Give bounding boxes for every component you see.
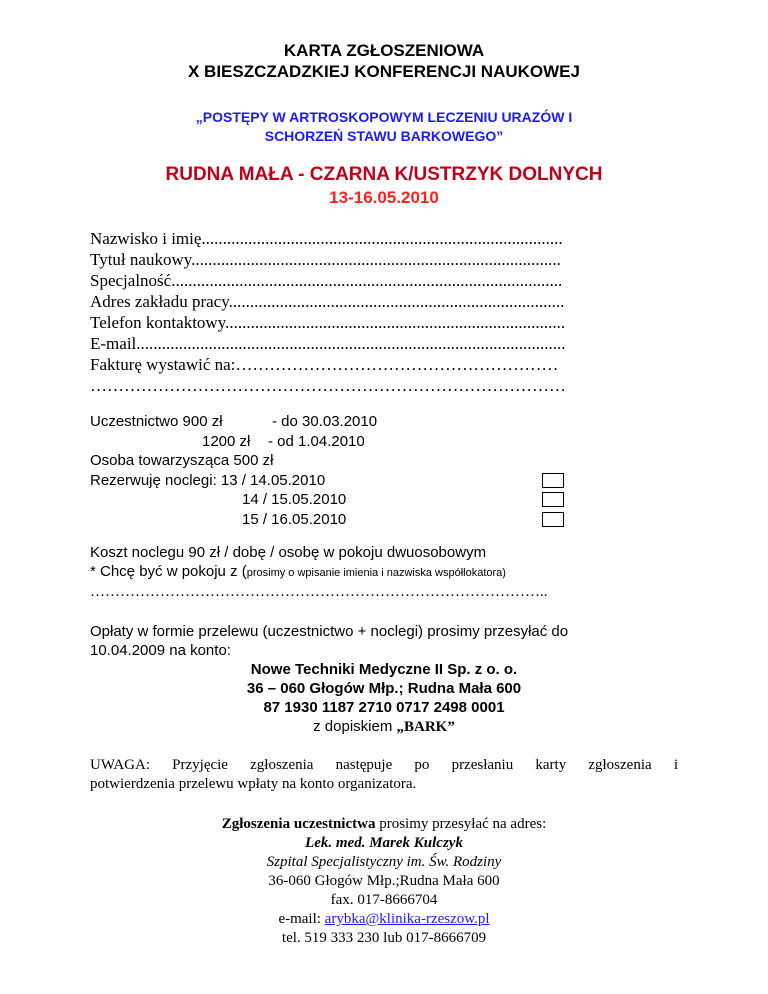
contact-email-row xyxy=(0,910,768,929)
participation-deadline-1: - do 30.03.2010 xyxy=(272,413,378,430)
contact-intro xyxy=(0,815,768,834)
nights-label: Rezerwuję noclegi: 13 / 14.05.2010 xyxy=(90,471,326,489)
contact-section xyxy=(0,815,768,948)
night-3-label: 15 / 16.05.2010 xyxy=(242,510,347,528)
field-title[interactable]: Tytuł naukowy....................................................................................... xyxy=(90,250,561,269)
topic-line-1: „POSTĘPY W ARTROSKOPOWYM LECZENIU URAZÓW I xyxy=(195,109,573,125)
field-workplace-address[interactable]: Adres zakładu pracy............................................................................... xyxy=(90,292,565,311)
contact-hospital: Szpital Specjalistyczny im. Św. Rodziny xyxy=(266,854,502,870)
conference-location: RUDNA MAŁA - CZARNA K/USTRZYK DOLNYCH xyxy=(165,164,603,185)
nights-row-1 xyxy=(90,471,325,491)
participation-label: Uczestnictwo 900 zł xyxy=(90,413,223,430)
night-2-checkbox[interactable] xyxy=(542,492,564,507)
notice-line-1: UWAGA: Przyjęcie zgłoszenia następuje po przesłaniu karty zgłoszenia i xyxy=(90,757,678,773)
contact-intro-bold: Zgłoszenia uczestnictwa xyxy=(221,816,376,832)
notice-section xyxy=(90,756,678,794)
conference-dates: 13-16.05.2010 xyxy=(329,188,439,207)
company-address: 36 – 060 Głogów Młp.; Rudna Mała 600 xyxy=(246,680,522,697)
contact-tel: tel. 519 333 230 lub 017-8666709 xyxy=(281,930,487,946)
contact-name: Lek. med. Marek Kulczyk xyxy=(305,835,463,851)
transfer-note xyxy=(0,717,768,737)
field-invoice-continued[interactable]: ………………………………………………………………………… xyxy=(90,376,566,395)
conference-topic xyxy=(0,108,768,146)
contact-intro-rest: prosimy przesyłać na adres: xyxy=(375,816,547,832)
title-line-1: KARTA ZGŁOSZENIOWA xyxy=(283,41,485,60)
form-title xyxy=(0,40,768,82)
payment-line-1: Opłaty w formie przelewu (uczestnictwo + noclegi) prosimy przesyłać do xyxy=(90,623,569,640)
field-email[interactable]: E-mail..................................................................................................... xyxy=(90,334,566,353)
contact-fax: fax. 017-8666704 xyxy=(330,892,438,908)
bank-account: 87 1930 1187 2710 0717 2498 0001 xyxy=(263,699,505,716)
field-invoice[interactable]: Fakturę wystawić na:………………………………………………… xyxy=(90,355,559,374)
field-name[interactable]: Nazwisko i imię..................................................................................... xyxy=(90,229,563,248)
field-phone[interactable]: Telefon kontaktowy................................................................................ xyxy=(90,313,566,332)
transfer-note-code: „BARK” xyxy=(396,719,455,735)
night-2-label: 14 / 15.05.2010 xyxy=(242,491,347,508)
night-1-checkbox[interactable] xyxy=(542,473,564,488)
nights-row-2 xyxy=(90,490,347,510)
title-line-2: X BIESZCZADZKIEJ KONFERENCJI NAUKOWEJ xyxy=(188,62,580,81)
night-3-checkbox[interactable] xyxy=(542,512,564,527)
form-fields xyxy=(90,228,680,396)
fee-row-1 xyxy=(90,412,378,432)
topic-line-2: SCHORZEŃ STAWU BARKOWEGO” xyxy=(264,128,504,144)
participation-price-2: 1200 zł xyxy=(202,432,251,450)
payment-line-2: 10.04.2009 na konto: xyxy=(90,642,231,659)
fee-row-2 xyxy=(90,432,365,452)
accommodation-cost: Koszt noclegu 90 zł / dobę / osobę w pokoju dwuosobowym xyxy=(90,544,487,561)
roommate-note: prosimy o wpisanie imienia i nazwiska współlokatora) xyxy=(246,567,506,579)
contact-email-label: e-mail: xyxy=(278,911,325,927)
contact-address: 36-060 Głogów Młp.;Rudna Mała 600 xyxy=(268,873,500,889)
contact-email-link[interactable]: arybka@klinika-rzeszow.pl xyxy=(324,911,490,927)
accommodation-section xyxy=(90,543,690,602)
nights-row-3 xyxy=(90,510,347,530)
notice-line-2: potwierdzenia przelewu wpłaty na konto organizatora. xyxy=(90,776,417,792)
roommate-request xyxy=(90,562,690,583)
roommate-prefix: * Chcę być w pokoju z ( xyxy=(90,563,247,580)
roommate-dotted-line[interactable]: ……………………………………………………………………………….. xyxy=(90,584,548,600)
company-name: Nowe Techniki Medyczne II Sp. z o. o. xyxy=(250,661,518,678)
transfer-note-prefix: z dopiskiem xyxy=(313,718,397,735)
fees-section xyxy=(90,412,378,529)
companion-fee: Osoba towarzysząca 500 zł xyxy=(90,452,274,469)
payment-section xyxy=(90,622,690,660)
field-specialty[interactable]: Specjalność............................................................................................ xyxy=(90,271,563,290)
participation-deadline-2: - od 1.04.2010 xyxy=(268,432,365,450)
bank-details xyxy=(0,660,768,737)
